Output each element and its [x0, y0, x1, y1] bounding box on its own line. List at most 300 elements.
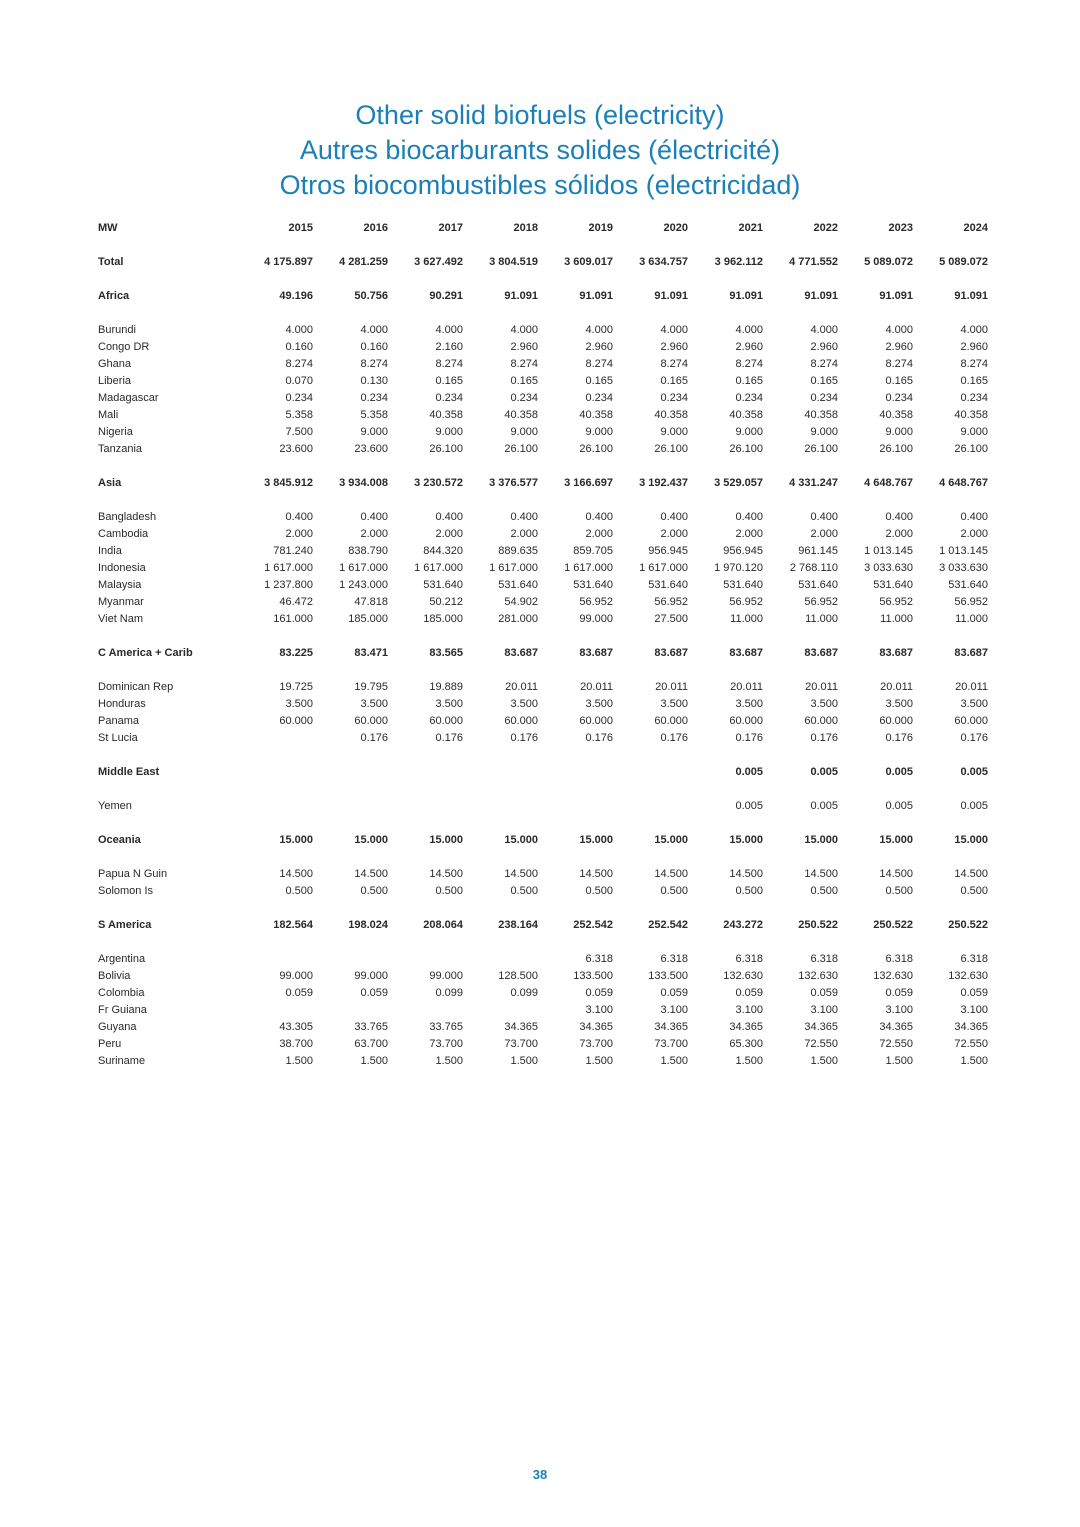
value-cell: 40.358 [429, 409, 463, 421]
value-cell: 0.099 [435, 987, 463, 999]
value-cell: 531.640 [648, 579, 688, 591]
value-cell: 60.000 [804, 715, 838, 727]
value-cell: 26.100 [654, 443, 688, 455]
value-cell: 3 845.912 [264, 477, 313, 489]
value-cell: 4.000 [960, 324, 988, 336]
value-cell: 5 089.072 [864, 256, 913, 268]
row-label: Honduras [98, 698, 146, 710]
country-row [92, 1053, 988, 1070]
spacer-row [92, 934, 988, 951]
value-cell: 250.522 [873, 919, 913, 931]
title-english: Other solid biofuels (electricity) [355, 100, 725, 130]
value-cell: 0.234 [810, 392, 838, 404]
value-cell: 1 617.000 [639, 562, 688, 574]
value-cell: 2015 [288, 222, 313, 234]
value-cell: 0.005 [810, 800, 838, 812]
value-cell: 0.176 [435, 732, 463, 744]
value-cell: 15.000 [804, 834, 838, 846]
value-cell: 9.000 [885, 426, 913, 438]
value-cell: 8.274 [885, 358, 913, 370]
value-cell: 0.059 [360, 987, 388, 999]
country-row [92, 951, 988, 968]
value-cell: 2.000 [735, 528, 763, 540]
country-row [92, 611, 988, 628]
value-cell: 60.000 [579, 715, 613, 727]
value-cell: 250.522 [948, 919, 988, 931]
value-cell [313, 798, 388, 815]
value-cell: 4 648.767 [939, 477, 988, 489]
value-cell: 26.100 [729, 443, 763, 455]
value-cell: 40.358 [879, 409, 913, 421]
value-cell: 0.059 [885, 987, 913, 999]
value-cell: 2.960 [660, 341, 688, 353]
value-cell: 859.705 [573, 545, 613, 557]
value-cell: 8.274 [810, 358, 838, 370]
value-cell: 0.234 [585, 392, 613, 404]
value-cell: 56.952 [729, 596, 763, 608]
value-cell: 15.000 [504, 834, 538, 846]
value-cell: 0.176 [360, 732, 388, 744]
value-cell: 0.500 [510, 885, 538, 897]
value-cell: 4.000 [435, 324, 463, 336]
value-cell: 2021 [738, 222, 763, 234]
value-cell: 0.160 [360, 341, 388, 353]
value-cell: 1 617.000 [339, 562, 388, 574]
value-cell: 2017 [438, 222, 463, 234]
country-row [92, 679, 988, 696]
row-label: Dominican Rep [98, 681, 174, 693]
value-cell: 4.000 [885, 324, 913, 336]
value-cell: 73.700 [429, 1038, 463, 1050]
value-cell [238, 764, 313, 781]
value-cell: 1.500 [510, 1055, 538, 1067]
spacer-cell [92, 900, 988, 917]
value-cell: 83.687 [504, 647, 538, 659]
value-cell: 3 609.017 [564, 256, 613, 268]
value-cell: 1.500 [960, 1055, 988, 1067]
value-cell: 91.091 [804, 290, 838, 302]
value-cell [313, 764, 388, 781]
value-cell: 9.000 [435, 426, 463, 438]
total-row [92, 254, 988, 271]
value-cell: 15.000 [579, 834, 613, 846]
value-cell: 6.318 [885, 953, 913, 965]
value-cell: 0.234 [285, 392, 313, 404]
country-row [92, 407, 988, 424]
value-cell: 5.358 [285, 409, 313, 421]
value-cell: 3.100 [660, 1004, 688, 1016]
row-label: Africa [98, 290, 130, 302]
page-title [0, 98, 1080, 203]
value-cell: 0.500 [585, 885, 613, 897]
header-row [92, 220, 988, 237]
value-cell: 23.600 [354, 443, 388, 455]
value-cell: 26.100 [954, 443, 988, 455]
value-cell: 43.305 [279, 1021, 313, 1033]
value-cell: 132.630 [798, 970, 838, 982]
value-cell: 0.176 [660, 732, 688, 744]
value-cell: 0.130 [360, 375, 388, 387]
value-cell: 0.400 [885, 511, 913, 523]
value-cell: 0.165 [885, 375, 913, 387]
value-cell: 2018 [513, 222, 538, 234]
spacer-row [92, 271, 988, 288]
value-cell: 14.500 [504, 868, 538, 880]
country-row [92, 866, 988, 883]
country-row [92, 560, 988, 577]
row-label: Congo DR [98, 341, 150, 353]
value-cell: 5 089.072 [939, 256, 988, 268]
value-cell: 73.700 [654, 1038, 688, 1050]
value-cell: 2.000 [435, 528, 463, 540]
value-cell: 4 771.552 [789, 256, 838, 268]
spacer-row [92, 628, 988, 645]
country-row [92, 883, 988, 900]
row-label: Mali [98, 409, 119, 421]
row-label: India [98, 545, 122, 557]
value-cell [613, 764, 688, 781]
value-cell: 6.318 [810, 953, 838, 965]
row-label: Suriname [98, 1055, 146, 1067]
row-label: Bolivia [98, 970, 131, 982]
row-label: Peru [98, 1038, 122, 1050]
value-cell: 0.005 [810, 766, 838, 778]
value-cell [238, 798, 313, 815]
value-cell: 0.500 [960, 885, 988, 897]
value-cell: 2.000 [285, 528, 313, 540]
value-cell: 33.765 [429, 1021, 463, 1033]
country-row [92, 322, 988, 339]
value-cell: 0.500 [735, 885, 763, 897]
value-cell: 72.550 [879, 1038, 913, 1050]
value-cell: 83.687 [804, 647, 838, 659]
value-cell: 0.005 [735, 766, 763, 778]
region-row [92, 645, 988, 662]
value-cell: 133.500 [648, 970, 688, 982]
value-cell: 0.500 [810, 885, 838, 897]
value-cell: 3.500 [510, 698, 538, 710]
value-cell: 34.365 [804, 1021, 838, 1033]
value-cell: 14.500 [579, 868, 613, 880]
value-cell: 26.100 [429, 443, 463, 455]
value-cell: 19.795 [354, 681, 388, 693]
value-cell: 0.400 [735, 511, 763, 523]
value-cell: 8.274 [510, 358, 538, 370]
country-row [92, 968, 988, 985]
value-cell: 14.500 [954, 868, 988, 880]
value-cell: 2.000 [585, 528, 613, 540]
row-label: S America [98, 919, 152, 931]
value-cell: 208.064 [423, 919, 463, 931]
value-cell: 0.059 [735, 987, 763, 999]
country-row [92, 798, 988, 815]
country-row [92, 730, 988, 747]
value-cell: 252.542 [648, 919, 688, 931]
value-cell: 0.165 [435, 375, 463, 387]
country-row [92, 390, 988, 407]
value-cell [463, 1002, 538, 1019]
country-row [92, 339, 988, 356]
value-cell: 0.234 [660, 392, 688, 404]
value-cell: 0.059 [585, 987, 613, 999]
value-cell: 56.952 [654, 596, 688, 608]
value-cell: 90.291 [429, 290, 463, 302]
value-cell: 3.500 [735, 698, 763, 710]
country-row [92, 509, 988, 526]
value-cell: 49.196 [279, 290, 313, 302]
spacer-cell [92, 492, 988, 509]
value-cell: 0.500 [435, 885, 463, 897]
value-cell: 4 281.259 [339, 256, 388, 268]
value-cell: 60.000 [504, 715, 538, 727]
value-cell: 1.500 [735, 1055, 763, 1067]
value-cell: 0.005 [735, 800, 763, 812]
country-row [92, 373, 988, 390]
value-cell: 3.100 [585, 1004, 613, 1016]
value-cell: 34.365 [504, 1021, 538, 1033]
capacity-table [92, 220, 988, 1070]
value-cell: 83.687 [729, 647, 763, 659]
value-cell: 3 634.757 [639, 256, 688, 268]
value-cell: 40.358 [579, 409, 613, 421]
value-cell: 182.564 [273, 919, 313, 931]
value-cell: 6.318 [735, 953, 763, 965]
value-cell: 26.100 [804, 443, 838, 455]
value-cell: 132.630 [873, 970, 913, 982]
value-cell: 19.725 [279, 681, 313, 693]
value-cell: 8.274 [435, 358, 463, 370]
value-cell: 15.000 [954, 834, 988, 846]
value-cell: 2.000 [810, 528, 838, 540]
value-cell: 4.000 [510, 324, 538, 336]
value-cell: 91.091 [729, 290, 763, 302]
row-label: Panama [98, 715, 139, 727]
value-cell: 2.960 [585, 341, 613, 353]
value-cell: 26.100 [879, 443, 913, 455]
value-cell: 531.640 [798, 579, 838, 591]
value-cell: 956.945 [648, 545, 688, 557]
value-cell: 0.400 [660, 511, 688, 523]
value-cell: 8.274 [960, 358, 988, 370]
value-cell: 0.165 [960, 375, 988, 387]
value-cell: 133.500 [573, 970, 613, 982]
value-cell: 0.165 [735, 375, 763, 387]
title-french: Autres biocarburants solides (électricité) [299, 135, 781, 165]
value-cell: 0.400 [960, 511, 988, 523]
value-cell: 0.234 [960, 392, 988, 404]
value-cell: 11.000 [805, 613, 838, 625]
value-cell: 0.059 [285, 987, 313, 999]
value-cell: 73.700 [504, 1038, 538, 1050]
value-cell: 243.272 [723, 919, 763, 931]
value-cell: 961.145 [798, 545, 838, 557]
row-label: Ghana [98, 358, 132, 370]
value-cell: 8.274 [660, 358, 688, 370]
value-cell: 2023 [888, 222, 913, 234]
value-cell [238, 951, 313, 968]
country-row [92, 1019, 988, 1036]
value-cell: 4.000 [735, 324, 763, 336]
value-cell: 56.952 [879, 596, 913, 608]
value-cell: 198.024 [348, 919, 388, 931]
value-cell: 252.542 [573, 919, 613, 931]
spacer-cell [92, 237, 988, 254]
value-cell [388, 798, 463, 815]
value-cell: 91.091 [654, 290, 688, 302]
value-cell: 34.365 [579, 1021, 613, 1033]
value-cell: 0.176 [885, 732, 913, 744]
value-cell: 0.500 [660, 885, 688, 897]
row-label: Total [98, 256, 124, 268]
value-cell: 8.274 [735, 358, 763, 370]
value-cell: 9.000 [585, 426, 613, 438]
value-cell: 2.000 [510, 528, 538, 540]
value-cell: 91.091 [504, 290, 538, 302]
value-cell: 0.099 [510, 987, 538, 999]
value-cell: 99.000 [279, 970, 313, 982]
row-label: Papua N Guin [98, 868, 168, 880]
value-cell [538, 798, 613, 815]
value-cell: 0.005 [885, 800, 913, 812]
value-cell: 15.000 [429, 834, 463, 846]
value-cell: 3.500 [810, 698, 838, 710]
value-cell: 15.000 [354, 834, 388, 846]
value-cell: 26.100 [579, 443, 613, 455]
spacer-cell [92, 271, 988, 288]
value-cell: 0.400 [585, 511, 613, 523]
spacer-row [92, 849, 988, 866]
value-cell: 60.000 [954, 715, 988, 727]
value-cell: 3 804.519 [489, 256, 538, 268]
value-cell: 6.318 [585, 953, 613, 965]
spacer-row [92, 305, 988, 322]
value-cell: 3 166.697 [564, 477, 613, 489]
spacer-cell [92, 815, 988, 832]
value-cell: 0.176 [810, 732, 838, 744]
value-cell: 3.500 [360, 698, 388, 710]
value-cell: 19.889 [429, 681, 463, 693]
value-cell: 14.500 [804, 868, 838, 880]
value-cell: 2.960 [885, 341, 913, 353]
value-cell: 9.000 [510, 426, 538, 438]
value-cell: 0.059 [960, 987, 988, 999]
value-cell: 99.000 [354, 970, 388, 982]
row-label: St Lucia [98, 732, 138, 744]
value-cell: 0.400 [435, 511, 463, 523]
value-cell: 3 934.008 [339, 477, 388, 489]
row-label: Madagascar [98, 392, 159, 404]
value-cell: 15.000 [879, 834, 913, 846]
country-row [92, 577, 988, 594]
value-cell: 2019 [588, 222, 613, 234]
value-cell: 531.640 [498, 579, 538, 591]
value-cell: 0.005 [960, 800, 988, 812]
value-cell: 6.318 [960, 953, 988, 965]
value-cell: 11.000 [880, 613, 913, 625]
value-cell: 91.091 [879, 290, 913, 302]
value-cell [613, 798, 688, 815]
value-cell: 14.500 [879, 868, 913, 880]
value-cell: 1 013.145 [864, 545, 913, 557]
value-cell: 531.640 [423, 579, 463, 591]
value-cell: 3 033.630 [864, 562, 913, 574]
value-cell: 40.358 [729, 409, 763, 421]
value-cell: 0.165 [585, 375, 613, 387]
row-label: Indonesia [98, 562, 146, 574]
value-cell: 185.000 [348, 613, 388, 625]
value-cell: 3.500 [435, 698, 463, 710]
value-cell: 20.011 [655, 681, 688, 693]
value-cell: 132.630 [723, 970, 763, 982]
country-row [92, 594, 988, 611]
region-row [92, 764, 988, 781]
country-row [92, 1036, 988, 1053]
value-cell: 4.000 [660, 324, 688, 336]
row-label: Nigeria [98, 426, 133, 438]
value-cell: 3.100 [735, 1004, 763, 1016]
value-cell: 1.500 [660, 1055, 688, 1067]
value-cell: 0.070 [285, 375, 313, 387]
value-cell: 9.000 [810, 426, 838, 438]
value-cell: 72.550 [804, 1038, 838, 1050]
value-cell: 34.365 [879, 1021, 913, 1033]
value-cell: 72.550 [954, 1038, 988, 1050]
value-cell: 65.300 [729, 1038, 763, 1050]
spacer-row [92, 815, 988, 832]
value-cell: 14.500 [354, 868, 388, 880]
title-spanish: Otros biocombustibles sólidos (electricidad) [279, 170, 801, 200]
value-cell: 11.000 [955, 613, 988, 625]
value-cell: 1.500 [885, 1055, 913, 1067]
value-cell: 83.565 [429, 647, 463, 659]
region-row [92, 288, 988, 305]
value-cell: 3 230.572 [414, 477, 463, 489]
row-label: C America + Carib [98, 647, 193, 659]
row-label: Liberia [98, 375, 132, 387]
value-cell: 185.000 [423, 613, 463, 625]
value-cell: 1 013.145 [939, 545, 988, 557]
spacer-row [92, 781, 988, 798]
country-row [92, 1002, 988, 1019]
value-cell: 38.700 [279, 1038, 313, 1050]
value-cell: 3.500 [885, 698, 913, 710]
row-label: Tanzania [98, 443, 143, 455]
value-cell: 63.700 [354, 1038, 388, 1050]
region-row [92, 475, 988, 492]
value-cell [238, 1002, 313, 1019]
value-cell: 0.400 [810, 511, 838, 523]
value-cell: 8.274 [360, 358, 388, 370]
value-cell: 531.640 [873, 579, 913, 591]
value-cell: 0.400 [510, 511, 538, 523]
value-cell: 0.234 [435, 392, 463, 404]
value-cell: 3.500 [285, 698, 313, 710]
value-cell: 0.165 [810, 375, 838, 387]
value-cell: 15.000 [729, 834, 763, 846]
value-cell: 60.000 [429, 715, 463, 727]
value-cell: 531.640 [723, 579, 763, 591]
spacer-row [92, 458, 988, 475]
spacer-cell [92, 628, 988, 645]
value-cell: 3 192.437 [639, 477, 688, 489]
value-cell: 9.000 [735, 426, 763, 438]
country-row [92, 441, 988, 458]
row-label: Middle East [98, 766, 160, 778]
value-cell: 2.000 [660, 528, 688, 540]
row-label: Oceania [98, 834, 141, 846]
country-row [92, 713, 988, 730]
value-cell: 0.500 [360, 885, 388, 897]
